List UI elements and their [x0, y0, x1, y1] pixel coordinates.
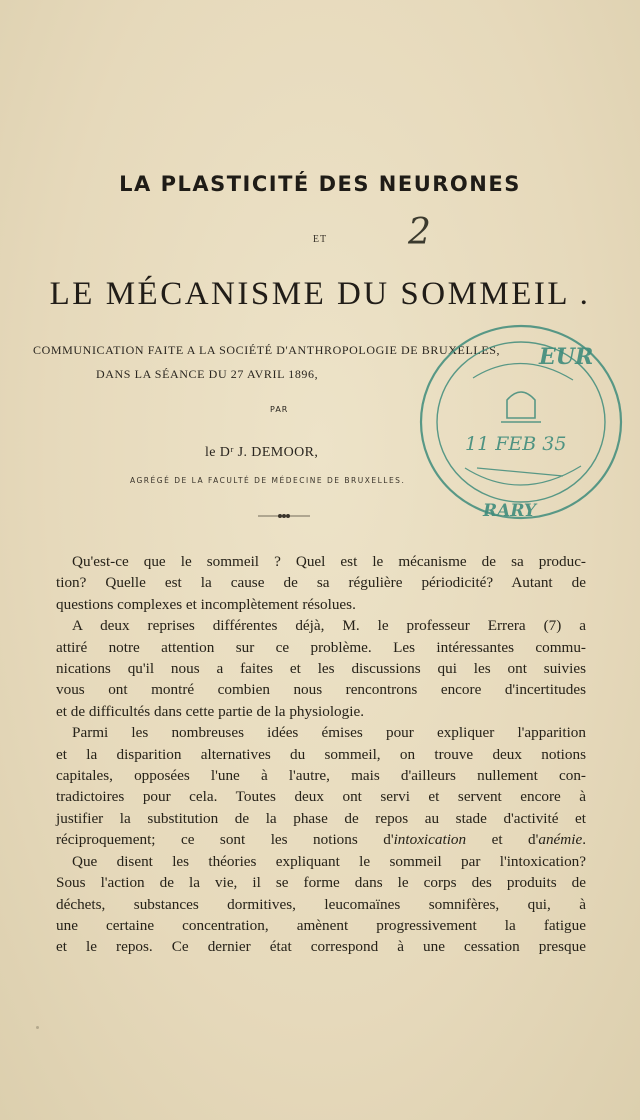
author-name: le Dʳ J. DEMOOR,: [205, 445, 319, 460]
body-line: vous ont montré combien nous rencontrons encore d'incertitudes: [56, 681, 586, 699]
stamp-text-top: EUR: [539, 344, 594, 370]
body-line: et le repos. Ce dernier état correspond à une cessation presque: [56, 938, 586, 956]
body-line: Qu'est-ce que le sommeil ? Quel est le mécanisme de sa produc-: [72, 553, 586, 570]
body-line: nications qu'il nous a faites et les discussions qui les ont suivies: [56, 660, 586, 678]
italic-term-intoxication: intoxication: [393, 831, 467, 849]
body-line: justifier la substitution de la phase de repos au stade d'activité et: [56, 809, 586, 827]
body-line: une certaine concentration, amènent progressivement la fatigue: [56, 916, 586, 934]
library-stamp: [413, 318, 627, 528]
title-line-2: LE MÉCANISME DU SOMMEIL .: [49, 276, 591, 312]
body-text-run: réciproquement; ce sont les notions d': [56, 831, 394, 849]
body-text-run: et d': [466, 831, 539, 849]
byline-par: PAR: [270, 405, 289, 414]
communication-line-1: COMMUNICATION FAITE A LA SOCIÉTÉ D'ANTHROPOLOGIE DE BRUXELLES,: [33, 343, 501, 357]
italic-term-anemie: anémie: [538, 831, 583, 849]
communication-line-2: DANS LA SÉANCE DU 27 AVRIL 1896,: [96, 367, 319, 381]
body-text: [56, 551, 586, 958]
body-line: déchets, substances dormitives, leucomaïnes somnifères, qui, à: [56, 895, 586, 913]
stamp-text-bottom: RARY: [483, 501, 537, 521]
body-line: et de difficultés dans cette partie de la physiologie.: [56, 702, 365, 720]
handwritten-number: 2: [408, 212, 431, 253]
body-line: Parmi les nombreuses idées émises pour expliquer l'apparition: [72, 724, 586, 742]
body-line: tradictoires pour cela. Toutes deux ont servi et servent encore à: [56, 788, 586, 806]
ornament-rule-icon: [258, 512, 310, 520]
body-line: Que disent les théories expliquant le sommeil par l'intoxication?: [72, 852, 586, 870]
body-line: questions complexes et incomplètement résolues.: [56, 595, 356, 613]
body-line: et la disparition alternatives du sommeil, on trouve deux notions: [56, 745, 586, 763]
paper-speck: [36, 1026, 39, 1029]
stamp-date: 11 FEB 35: [465, 433, 567, 455]
author-affiliation: AGRÉGÉ DE LA FACULTÉ DE MÉDECINE DE BRUXELLES.: [130, 476, 406, 485]
body-line: A deux reprises différentes déjà, M. le professeur Errera (7) a: [72, 617, 586, 635]
body-line-with-italics: [56, 829, 586, 850]
body-line: attiré notre attention sur ce problème. Les intéressantes commu-: [56, 638, 586, 656]
body-line: capitales, opposées l'une à l'autre, mais d'ailleurs nullement con-: [56, 767, 586, 785]
body-line: Sous l'action de la vie, il se forme dans le corps des produits de: [56, 874, 586, 892]
body-line: tion? Quelle est la cause de sa régulière périodicité? Autant de: [56, 574, 586, 592]
body-text-run: .: [582, 831, 586, 849]
title-line-1: LA PLASTICITÉ DES NEURONES: [119, 172, 521, 196]
title-conjunction: ET: [312, 234, 328, 245]
